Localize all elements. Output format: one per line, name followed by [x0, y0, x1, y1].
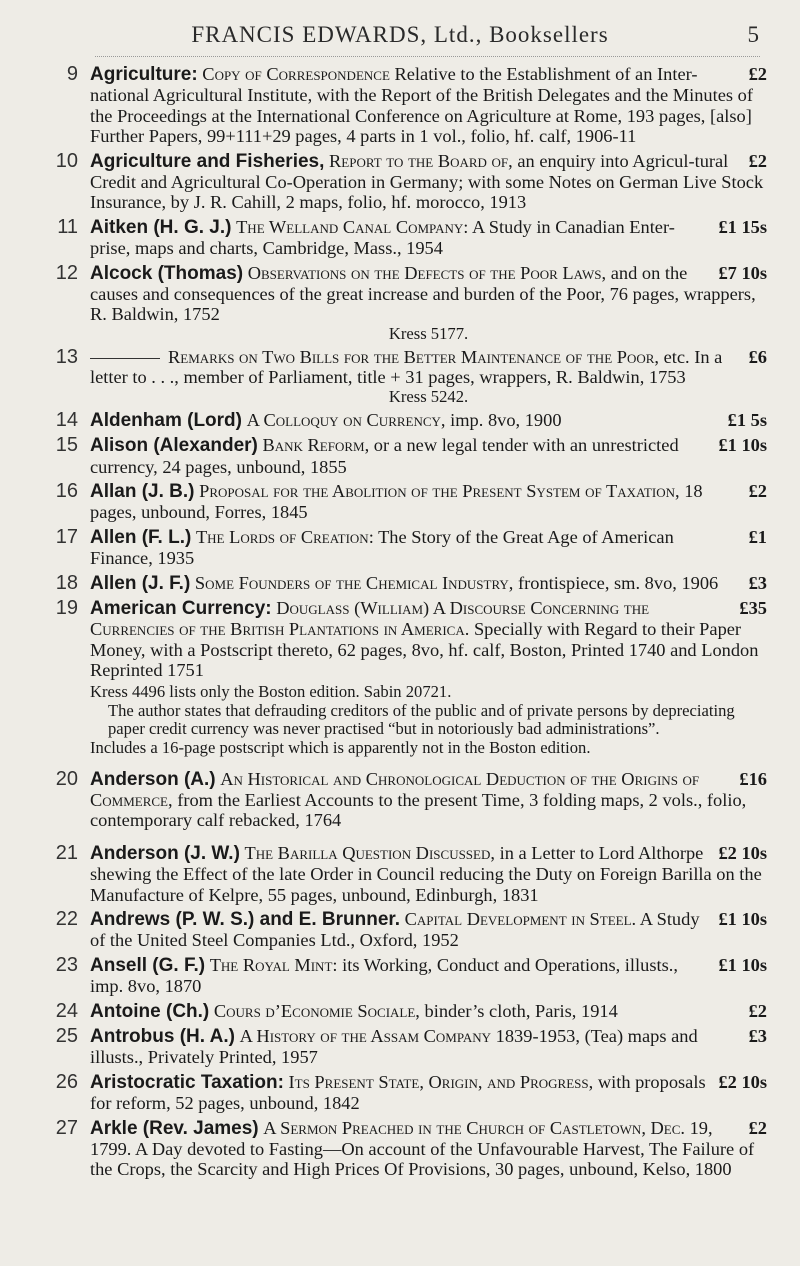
entry-price: £7 10s [718, 262, 767, 283]
entry-body [90, 151, 767, 213]
entry-body [90, 955, 767, 997]
entry-number: 23 [55, 953, 78, 976]
entry-number: 10 [55, 149, 78, 172]
entry-body [90, 909, 767, 951]
entry-number: 17 [55, 525, 78, 548]
entry-author: Anderson (J. W.) [90, 842, 240, 864]
catalogue-entries [0, 64, 800, 1180]
entry-author: Allen (J. F.) [90, 572, 191, 594]
entry-number: 13 [55, 345, 78, 368]
entry-title: Its Present State, Origin, and Progress, [288, 1071, 594, 1092]
entry-price: £1 10s [718, 954, 767, 975]
entry-body [90, 263, 767, 325]
entry-details: etc. In a letter to . . ., member of Parliament, title + 31 pages, wrappers, R. Baldwin, 1753 [90, 346, 723, 388]
entry-details: 18 pages, unbound, Forres, 1845 [90, 480, 703, 523]
catalogue-entry [0, 843, 800, 905]
header-rule [95, 56, 760, 57]
entry-details: and on the causes and consequences of the great increase and burden of the Poor, 76 pages, wrappers, R. Baldwin, 1752 [90, 262, 756, 325]
entry-number: 16 [55, 479, 78, 502]
entry-author: Allen (F. L.) [90, 526, 192, 548]
entry-reference: Kress 5177. [388, 323, 469, 343]
entry-number: 19 [55, 596, 78, 619]
entry-title: Proposal for the Abolition of the Present System of Taxation, [199, 480, 680, 501]
entry-body [90, 64, 767, 147]
page-number: 5 [747, 22, 760, 47]
catalogue-entry [0, 217, 800, 259]
entry-details: A Study in Canadian Enter-prise, maps and charts, Cambridge, Mass., 1954 [90, 216, 675, 259]
entry-number: 9 [66, 63, 78, 85]
entry-number: 14 [55, 408, 78, 431]
entry-details: in a Letter to Lord Althorpe shewing the Effect of the late Order in Council reducing the Duty on Foreign Barilla on the Manufacture of Kelpre, 55 pages, unbound, Edinburgh, 1831 [90, 842, 762, 905]
entry-number: 12 [55, 261, 78, 284]
entry-number: 26 [55, 1070, 78, 1093]
entry-title: Capital Development in Steel. [404, 909, 637, 929]
entry-price: £35 [739, 597, 767, 618]
entry-price: £2 10s [718, 842, 767, 863]
entry-note: The author states that defrauding creditors of the public and of private persons by depreciating paper credit currency was never practised “but in notoriously bad administrations”. [108, 701, 735, 738]
entry-author: Allan (J. B.) [90, 480, 195, 502]
entry-author: Anderson (A.) [90, 768, 216, 790]
entry-details: or a new legal tender with an unrestricted currency, 24 pages, unbound, 1855 [90, 435, 679, 477]
entry-price: £2 [748, 480, 767, 501]
entry-author: Antrobus (H. A.) [90, 1026, 235, 1048]
entry-number: 15 [55, 434, 78, 457]
entry-title: The Royal Mint: [209, 954, 338, 975]
entry-price: £16 [739, 768, 767, 789]
entry-title: The Barilla Question Discussed, [244, 842, 495, 863]
entry-number: 20 [55, 767, 78, 790]
entry-details: an enquiry into Agricul-tural Credit and Agricultural Co-Operation in Germany; with some Notes on German Live Stock Insurance, by J. R. Cahill, 2 maps, folio, hf. morocco, 1913 [90, 150, 764, 213]
entry-price: £6 [748, 346, 767, 367]
entry-author: Aristocratic Taxation: [90, 1071, 284, 1093]
entry-author: Agriculture: [90, 64, 198, 85]
entry-title: Some Founders of the Chemical Industry, [194, 572, 514, 593]
catalogue-entry [0, 410, 800, 431]
catalogue-entry [0, 1026, 800, 1068]
entry-details: binder’s cloth, Paris, 1914 [424, 1000, 618, 1021]
entry-body [90, 769, 767, 831]
entry-author: American Currency: [90, 597, 272, 619]
catalogue-entry [0, 481, 800, 523]
entry-title: An Historical and Chronological Deduction of the Origins of Commerce, [90, 768, 700, 810]
entry-number: 21 [55, 841, 78, 864]
entry-price: £1 5s [727, 409, 767, 430]
catalogue-entry [0, 1072, 800, 1114]
catalogue-entry [0, 263, 800, 343]
entry-title: A History of the Assam Company 1839-1953, [239, 1026, 580, 1047]
entry-author: Aitken (H. G. J.) [90, 216, 232, 238]
entry-author: Ansell (G. F.) [90, 954, 206, 976]
entry-author: Antoine (Ch.) [90, 1000, 210, 1022]
entry-author: Alcock (Thomas) [90, 262, 244, 284]
entry-body [90, 843, 767, 905]
catalogue-entry [0, 527, 800, 569]
entry-details: Specially with Regard to their Paper Money, with a Postscript thereto, 62 pages, 8vo, hf. calf, Boston, Printed 1740 and London Reprinted 1751 [90, 619, 759, 681]
entry-author: Aldenham (Lord) [90, 409, 242, 431]
entry-author: Arkle (Rev. James) [90, 1117, 259, 1139]
entry-body [90, 410, 767, 431]
entry-number: 25 [55, 1025, 78, 1048]
entry-title: Cours d’Economie Sociale, [213, 1000, 420, 1021]
entry-body [90, 347, 767, 388]
entry-body [90, 573, 767, 594]
entry-note: Kress 4496 lists only the Boston edition. Sabin 20721. [90, 681, 452, 701]
entry-details: its Working, Conduct and Operations, illusts., imp. 8vo, 1870 [90, 954, 678, 997]
entry-details: with proposals for reform, 52 pages, unbound, 1842 [90, 1071, 706, 1114]
entry-price: £3 [748, 572, 767, 593]
catalogue-entry [0, 151, 800, 213]
entry-body [90, 527, 767, 569]
entry-body [90, 435, 767, 477]
entry-price: £1 10s [718, 435, 767, 456]
entry-title: A Sermon Preached in the Church of Castletown, Dec. 19, 1799. [90, 1117, 713, 1160]
entry-title: The Lords of Creation: [195, 526, 374, 547]
entry-price: £2 [748, 64, 767, 84]
entry-price: £2 [748, 1000, 767, 1021]
entry-price: £2 [748, 150, 767, 171]
entry-reference: Kress 5242. [388, 386, 469, 406]
entry-number: 11 [57, 215, 78, 238]
catalogue-entry [0, 347, 800, 406]
catalogue-entry [0, 1118, 800, 1180]
entry-details: A Day devoted to Fasting—On account of the Unfavourable Harvest, The Failure of the Crops, the Scarcity and High Prices Of Provisions, 30 pages, unbound, Kelso, 1800 [90, 1139, 755, 1180]
entry-title: Douglass (William) A Discourse Concerning the Currencies of the British Plantations in America. [90, 597, 650, 640]
entry-author: Agriculture and Fisheries, [90, 150, 325, 172]
page-header [0, 0, 800, 50]
entry-details: (Tea) maps and illusts., Privately Printed, 1957 [90, 1026, 698, 1068]
entry-price: £1 10s [718, 909, 767, 929]
entry-title: The Welland Canal Company: [236, 216, 469, 237]
entry-title: Observations on the Defects of the Poor Laws, [247, 262, 607, 283]
entry-author: Andrews (P. W. S.) and E. Brunner. [90, 909, 401, 930]
catalogue-entry [0, 573, 800, 594]
entry-price: £1 15s [718, 216, 767, 237]
entry-number: 18 [55, 571, 78, 594]
running-head: FRANCIS EDWARDS, Ltd., Booksellers [191, 22, 609, 47]
entry-title: Bank Reform, [262, 435, 370, 456]
entry-title: Remarks on Two Bills for the Better Maintenance of the Poor, [168, 346, 660, 367]
catalogue-entry [0, 598, 800, 757]
entry-details: frontispiece, sm. 8vo, 1906 [518, 572, 719, 593]
entry-body [90, 1001, 767, 1022]
entry-number: 22 [55, 908, 78, 930]
entry-note: Includes a 16-page postscript which is apparently not in the Boston edition. [90, 738, 591, 758]
entry-details: A Study of the United Steel Companies Ltd., Oxford, 1952 [90, 909, 700, 951]
catalogue-entry [0, 909, 800, 951]
catalogue-entry [0, 64, 800, 147]
entry-details: Relative to the Establishment of an Inter-national Agricultural Institute, with the Report of the British Delegates and the Minutes of the Proceedings at the International Conference on Agriculture at Rome, 193 pages, [also] Further Papers, 99+111+29 pages, 4 parts in 1 vol., folio, hf. calf, 1906-11 [90, 64, 753, 147]
entry-author: Alison (Alexander) [90, 435, 258, 457]
entry-body [90, 1072, 767, 1114]
entry-details: from the Earliest Accounts to the present Time, 3 folding maps, 2 vols., folio, contemporary calf rebacked, 1764 [90, 789, 747, 831]
entry-body [90, 217, 767, 259]
entry-details: imp. 8vo, 1900 [450, 409, 562, 430]
entry-title: A Colloquy on Currency, [246, 409, 446, 430]
catalogue-entry [0, 955, 800, 997]
catalogue-entry [0, 1001, 800, 1022]
ditto-rule [90, 358, 160, 359]
entry-price: £2 10s [718, 1071, 767, 1092]
entry-price: £1 [748, 526, 767, 547]
entry-body [90, 1026, 767, 1068]
entry-title: Copy of Correspondence [202, 64, 390, 84]
entry-number: 24 [55, 999, 78, 1022]
entry-number: 27 [55, 1116, 78, 1139]
entry-body [90, 1118, 767, 1180]
entry-price: £2 [748, 1117, 767, 1138]
catalogue-entry [0, 435, 800, 477]
entry-body [90, 598, 767, 681]
entry-title: Report to the Board of, [329, 150, 513, 171]
catalogue-entry [0, 769, 800, 831]
entry-price: £3 [748, 1026, 767, 1047]
entry-details: The Story of the Great Age of American Finance, 1935 [90, 526, 674, 569]
entry-body [90, 481, 767, 523]
